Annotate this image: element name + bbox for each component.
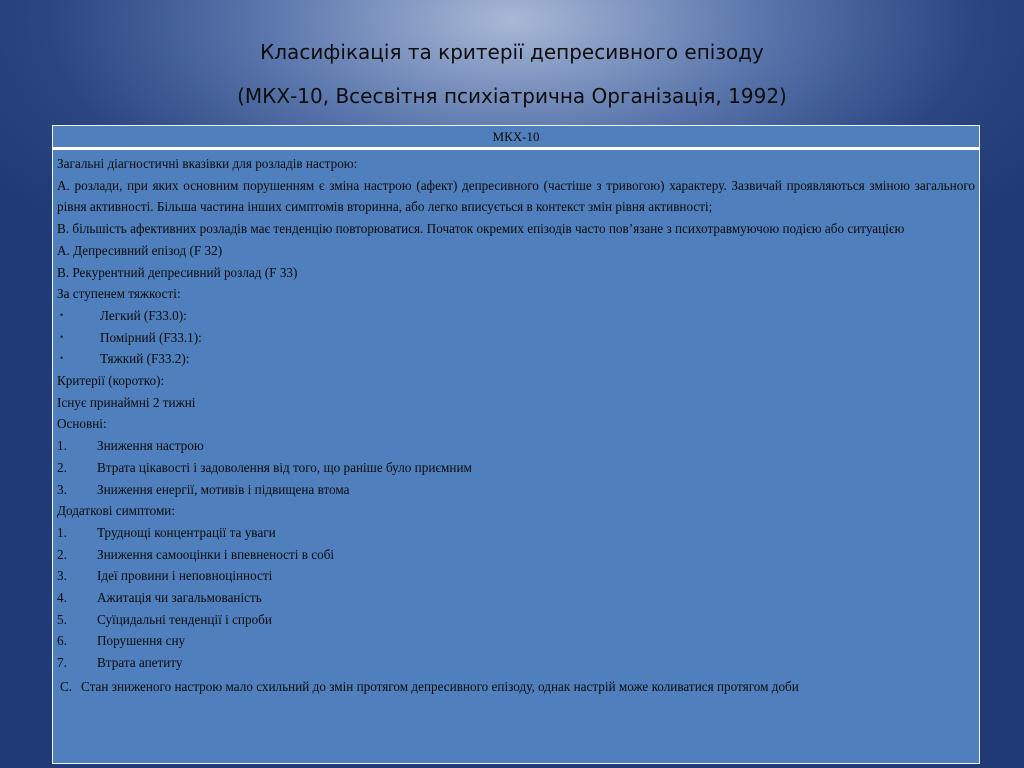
extra-symptom-item — [57, 609, 975, 631]
main-symptom-item — [57, 435, 975, 457]
bullet-icon: • — [60, 353, 64, 364]
item-text: Суїцидальні тенденції і спроби — [97, 611, 272, 627]
extra-symptom-item — [57, 587, 975, 609]
extra-symptom-item — [57, 522, 975, 544]
item-text: Втрата апетиту — [97, 655, 183, 671]
depressive-episode-line: А. Депресивний епізод (F 32) — [57, 242, 223, 258]
item-text: Порушення сну — [97, 633, 186, 649]
severity-item — [57, 305, 975, 327]
severity-label: Тяжкий (F33.2): — [100, 351, 190, 367]
item-text: Зниження настрою — [97, 438, 204, 454]
main-symptom-item — [57, 457, 975, 479]
item-number: 3. — [57, 481, 67, 497]
severity-label: Помірний (F33.1): — [100, 329, 202, 345]
main-heading: Основні: — [57, 416, 107, 432]
final-prefix: С. — [60, 678, 73, 694]
slide-title: Класифікація та критерії депресивного епізоду — [260, 40, 764, 64]
severity-item — [57, 327, 975, 349]
item-text: Втрата цікавості і задоволення від того, що раніше було приємним — [97, 459, 472, 475]
item-number: 2. — [57, 546, 67, 562]
extra-symptom-item — [57, 630, 975, 652]
item-text: Зниження самооцінки і впевненості в собі — [97, 546, 335, 562]
main-symptom-item — [57, 479, 975, 501]
item-number: 1. — [57, 524, 67, 540]
table-header: МКХ-10 — [53, 126, 979, 150]
item-number: 1. — [57, 438, 67, 454]
bullet-icon: • — [60, 309, 64, 320]
severity-item — [57, 348, 975, 370]
icd10-table — [52, 125, 980, 764]
extra-symptom-item — [57, 544, 975, 566]
extra-symptom-item — [57, 565, 975, 587]
recurrent-disorder-line: В. Рекурентний депресивний розлад (F 33) — [57, 264, 298, 280]
criteria-heading: Критерії (коротко): — [57, 373, 165, 389]
duration-line: Існує принаймні 2 тижні — [57, 394, 196, 410]
general-heading: Загальні діагностичні вказівки для розладів настрою: — [57, 156, 358, 171]
paragraph-a: А. розлади, при яких основним порушенням є зміна настрою (афект) депресивного (частіше з тривогою) характеру. Зазвичай проявляються зміною загального рівня активності. Більша частина інших симптомів вторинна, або легко вписується в контекст змін рівня активності; — [57, 177, 975, 215]
item-number: 5. — [57, 611, 67, 627]
final-paragraph — [57, 676, 975, 698]
item-number: 7. — [57, 655, 67, 671]
final-text: Стан зниженого настрою мало схильний до змін протягом депресивного епізоду, однак настрій може коливатися протягом доби — [81, 678, 799, 694]
item-number: 3. — [57, 568, 67, 584]
item-text: Ідеї провини і неповноцінності — [97, 568, 273, 584]
item-number: 4. — [57, 590, 67, 606]
extra-heading: Додаткові симптоми: — [57, 503, 176, 519]
bullet-icon: • — [60, 331, 64, 342]
item-text: Труднощі концентрації та уваги — [97, 524, 276, 540]
slide-subtitle: (МКХ-10, Всесвітня психіатрична Організація, 1992) — [237, 84, 787, 108]
severity-heading: За ступенем тяжкості: — [57, 286, 181, 302]
item-text: Зниження енергії, мотивів і підвищена втома — [97, 481, 350, 497]
severity-label: Легкий (F33.0): — [100, 307, 187, 323]
table-body — [53, 150, 979, 698]
item-number: 6. — [57, 633, 67, 649]
item-number: 2. — [57, 459, 67, 475]
item-text: Ажитація чи загальмованість — [97, 590, 262, 606]
extra-symptom-item — [57, 652, 975, 674]
paragraph-b: В. більшість афективних розладів має тенденцію повторюватися. Початок окремих епізодів часто пов’язане з психотравмуючою подією або ситуацією — [57, 221, 905, 237]
